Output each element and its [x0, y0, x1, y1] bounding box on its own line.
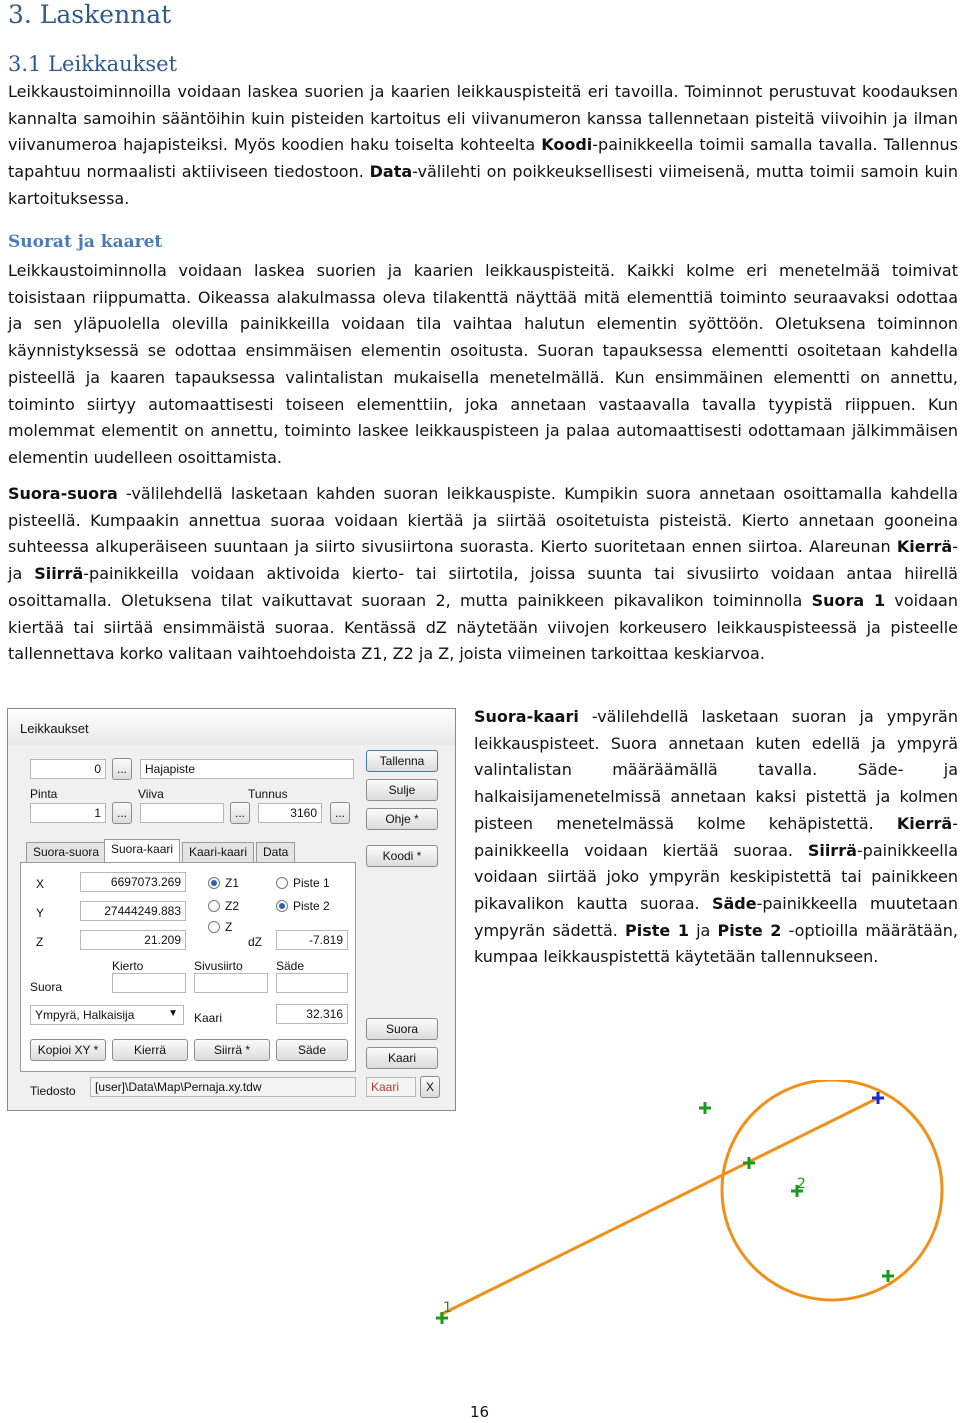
piste2-radio[interactable]	[276, 900, 288, 912]
method-select[interactable]: Ympyrä, Halkaisija ▼	[30, 1005, 184, 1025]
tiedosto-field: [user]\Data\Map\Pernaja.xy.tdw	[90, 1077, 356, 1097]
viiva-label: Viiva	[138, 787, 164, 801]
kierra-button[interactable]: Kierrä	[112, 1039, 188, 1061]
sivusiirto-field[interactable]	[194, 973, 268, 993]
siirra-button[interactable]: Siirrä *	[194, 1039, 270, 1061]
dz-field: -7.819	[276, 930, 348, 950]
kierto-field[interactable]	[112, 973, 186, 993]
viiva-dots-button[interactable]: ...	[230, 802, 250, 824]
intro-paragraph: Leikkaustoiminnoilla voidaan laskea suorien ja kaarien leikkauspisteitä eri tavoilla. Toiminnot perustuvat koodauksen kannalta samoihin sääntöihin kuin pisteiden kartoitus eli viivanumeron kanssa tallennetaan pisteitä viivoihin ja ilman viivanumeroa hajapisteiksi. Myös koodien haku toiselta kohteelta Koodi-painikkeella toimii samalla tavalla. Tallennus tapahtuu normaalisti aktiiviseen tiedostoon. Data-välilehti on poikkeuksellisesti viimeisenä, mutta toimii samoin kuin kartoituksessa.	[8, 82, 959, 208]
tunnus-dots-button[interactable]: ...	[330, 802, 350, 824]
tab-data[interactable]: Data	[256, 842, 295, 862]
z-radio[interactable]	[208, 921, 220, 933]
status-field: Kaari	[366, 1077, 416, 1097]
suora-kaari-paragraph: Suora-kaari -välilehdellä lasketaan suoran ja ympyrän leikkauspisteet. Suora annetaan kuten edellä ja ympyrä valintalistan määräämällä tavalla. Säde- ja halkaisijamenetelmissä annetaan kaksi pistettä ja kolmen pisteen menetelmässä kolme kehäpistettä. Kierrä-painikkeella voidaan kiertää suoraa. Siirrä-painikkeella voidaan siirtää joko ympyrän keskipistettä tai painikkeen pikavalikon kautta suoraa. Säde-painikkeella muutetaan ympyrän sädettä. Piste 1 ja Piste 2 -optioilla määrätään, kumpaa leikkauspistettä käytetään tallennukseen.	[474, 707, 959, 967]
section-title: 3.1 Leikkaukset	[8, 52, 178, 76]
z-field[interactable]: 21.209	[80, 930, 186, 950]
tallenna-button[interactable]: Tallenna	[366, 750, 438, 772]
tiedosto-label: Tiedosto	[30, 1084, 76, 1098]
piste1-label: Piste 1	[293, 876, 330, 890]
chevron-down-icon: ▼	[168, 1008, 178, 1019]
point-label-2: 2	[797, 1176, 806, 1192]
z1-label: Z1	[225, 876, 240, 890]
kaari-label: Kaari	[194, 1011, 223, 1025]
circle-arc	[722, 1080, 942, 1300]
field-0[interactable]: 0	[30, 759, 106, 779]
tab-suora-suora[interactable]: Suora-suora	[26, 842, 106, 862]
page-number: 16	[470, 1403, 490, 1421]
x-field[interactable]: 6697073.269	[80, 872, 186, 892]
suora-button[interactable]: Suora	[366, 1018, 438, 1040]
sivusiirto-label: Sivusiirto	[194, 959, 243, 973]
y-label: Y	[36, 906, 45, 920]
plus-marker-green	[436, 1102, 894, 1324]
sade-field[interactable]	[276, 973, 348, 993]
suora-label: Suora	[30, 980, 63, 994]
z1-radio[interactable]	[208, 877, 220, 889]
line-segment	[440, 1098, 878, 1315]
hajapiste-field[interactable]: Hajapiste	[140, 759, 354, 779]
dialog-title: Leikkaukset	[8, 709, 455, 745]
koodi-button[interactable]: Koodi *	[366, 845, 438, 867]
sulje-button[interactable]: Sulje	[366, 779, 438, 801]
piste2-label: Piste 2	[293, 899, 330, 913]
kaari-field: 32.316	[276, 1004, 348, 1024]
pinta-dots-button[interactable]: ...	[112, 802, 132, 824]
pinta-field[interactable]: 1	[30, 803, 106, 823]
field-0-dots-button[interactable]: ...	[112, 758, 132, 780]
tab-suora-kaari[interactable]: Suora-kaari	[104, 839, 180, 862]
x-label: X	[36, 877, 45, 891]
piste1-radio[interactable]	[276, 877, 288, 889]
tunnus-field[interactable]: 3160	[258, 803, 322, 823]
lines-arcs-paragraph: Leikkaustoiminnolla voidaan laskea suorien ja kaarien leikkauspisteitä. Kaikki kolme eri menetelmää toimivat toisistaan riippumatta. Oikeassa alakulmassa oleva tilakenttä näyttää mitä elementtiä toiminto seuraavaksi odottaa ja sen yläpuolella olevilla painikkeilla voidaan tila vaihtaa halutun elementin syöttöön. Oletuksena toiminnon käynnistyksessä se odottaa ensimmäisen elementin osoitusta. Suoran tapauksessa elementti osoitetaan kahdella pisteellä ja kaaren tapauksessa valintalistan mukaisella menetelmällä. Kun ensimmäinen elementti on annettu, toiminto siirtyy automaattisesti toiseen elementtiin, joka annetaan vastaavalla tavalla tyypistä riippuen. Kun molemmat elementit on annettu, toiminto laskee leikkauspisteen ja palaa automaattisesti odottamaan jälkimmäisen elementin uudelleen osoittamista.	[8, 261, 958, 467]
subsection-title: Suorat ja kaaret	[8, 232, 163, 252]
tab-kaari-kaari[interactable]: Kaari-kaari	[182, 842, 254, 862]
dz-label: dZ	[248, 935, 263, 949]
z-radio-label: Z	[225, 920, 233, 934]
intersection-figure	[420, 1080, 960, 1340]
tunnus-label: Tunnus	[248, 787, 288, 801]
pinta-label: Pinta	[30, 787, 58, 801]
sade-button[interactable]: Säde	[276, 1039, 348, 1061]
viiva-field[interactable]	[140, 803, 224, 823]
sade-label: Säde	[276, 959, 305, 973]
clear-status-button[interactable]: X	[420, 1076, 440, 1098]
point-label-1: 1	[443, 1300, 452, 1316]
z2-radio[interactable]	[208, 900, 220, 912]
z-label: Z	[36, 935, 44, 949]
kierto-label: Kierto	[112, 959, 144, 973]
kopioi-xy-button[interactable]: Kopioi XY *	[30, 1039, 106, 1061]
suora-suora-paragraph: Suora-suora -välilehdellä lasketaan kahden suoran leikkauspiste. Kumpikin suora annetaan osoittamalla kahdella pisteellä. Kumpaakin annettua suoraa voidaan kiertää ja siirtää osoitetuista pisteistä. Kierto annetaan gooneina suhteessa alkuperäiseen suuntaan ja siirto sivusiirtona suorasta. Kierto suoritetaan ennen siirtoa. Alareunan Kierrä- ja Siirrä-painikkeilla voidaan aktivoida kierto- tai siirtotila, joissa suunta tai sivusiirto voidaan antaa hiirellä osoittamalla. Oletuksena tilat vaikuttavat suoraan 2, mutta painikkeen pikavalikon toiminnolla Suora 1 voidaan kiertää tai siirtää ensimmäistä suoraa. Kentässä dZ näytetään viivojen korkeusero leikkauspisteessä ja pisteelle tallennettava korko valitaan vaihtoehdoista Z1, Z2 ja Z, joista viimeinen tarkoittaa keskiarvoa.	[8, 484, 959, 664]
chapter-title: 3. Laskennat	[8, 0, 172, 29]
z2-label: Z2	[225, 899, 240, 913]
kaari-button[interactable]: Kaari	[366, 1047, 438, 1069]
y-field[interactable]: 27444249.883	[80, 901, 186, 921]
leikkaukset-dialog	[7, 708, 456, 1111]
ohje-button[interactable]: Ohje *	[366, 808, 438, 830]
